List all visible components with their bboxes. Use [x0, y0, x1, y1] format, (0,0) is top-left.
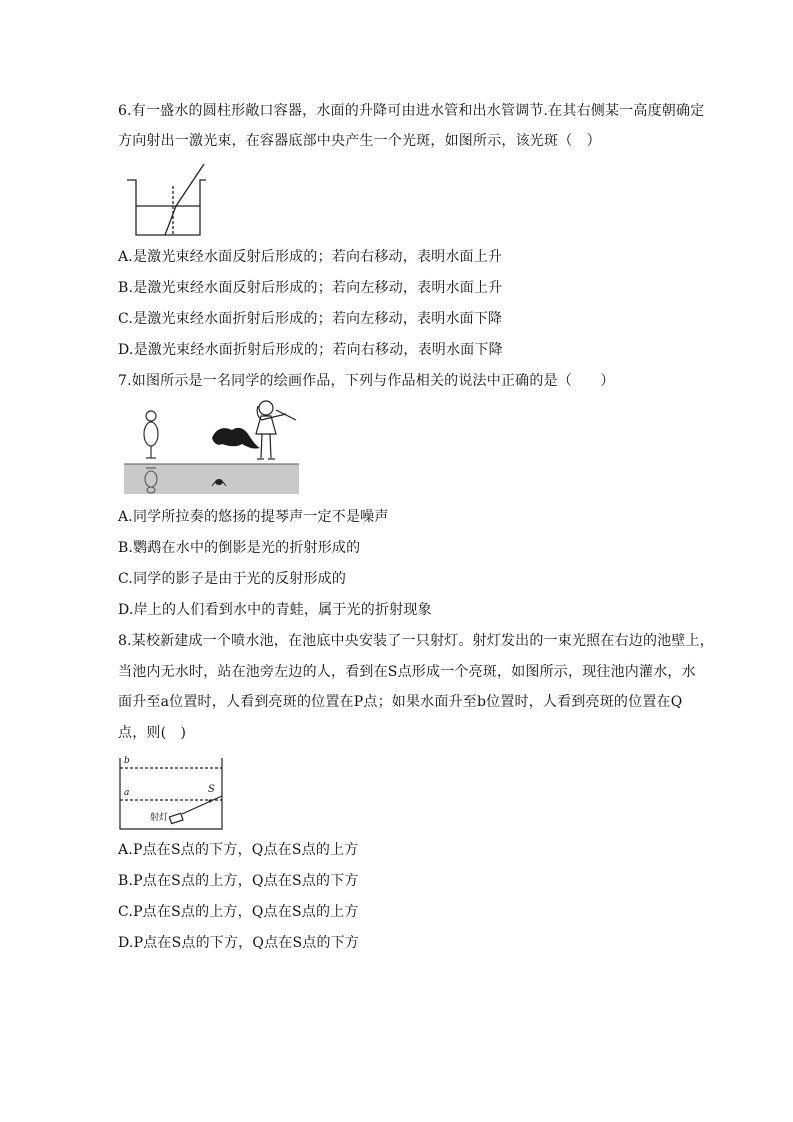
parrot: [144, 411, 158, 458]
q6-container-laser-figure: [124, 162, 210, 238]
q8-option-c: C.P点在S点的上方，Q点在S点的上方: [118, 904, 359, 920]
laser-beam-water: [165, 206, 176, 235]
q6-option-a: A.是激光束经水面反射后形成的；若向右移动，表明水面上升: [118, 249, 503, 265]
lamp-box: [169, 813, 183, 823]
q8-stem-line-3: 面升至a位置时，人看到亮斑的位置在P点；如果水面升至b位置时，人看到亮斑的位置在Q: [118, 694, 683, 710]
q7-painting-figure: [124, 398, 299, 494]
q6-option-b: B.是激光束经水面反射后形成的；若向左移动，表明水面上升: [118, 280, 503, 296]
q7-option-c: C.同学的影子是由于光的反射形成的: [118, 571, 347, 587]
pool-outline: [120, 758, 222, 829]
shadow-silhouette: [212, 428, 260, 449]
q8-option-d: D.P点在S点的下方，Q点在S点的下方: [118, 935, 360, 951]
label-b: b: [124, 756, 130, 766]
q8-option-a: A.P点在S点的下方，Q点在S点的上方: [118, 842, 359, 858]
q7-stem-line-1: 7.如图所示是一名同学的绘画作品，下列与作品相关的说法中正确的是（ ）: [118, 373, 615, 389]
q7-option-d: D.岸上的人们看到水中的青蛙，属于光的折射现象: [118, 602, 432, 618]
q8-stem-line-2: 当池内无水时，站在池旁左边的人，看到在S点形成一个亮斑，如图所示，现往池内灌水，水: [118, 664, 696, 680]
label-s: S: [208, 784, 215, 795]
container-outline: [127, 180, 206, 235]
q7-option-a: A.同学所拉奏的悠扬的提琴声一定不是噪声: [118, 509, 389, 525]
label-a: a: [124, 788, 130, 798]
q8-stem-line-4: 点，则( ): [118, 725, 187, 741]
point-s-marker: [209, 800, 212, 803]
q6-option-c: C.是激光束经水面折射后形成的；若向左移动，表明水面下降: [118, 311, 503, 327]
q8-option-b: B.P点在S点的上方，Q点在S点的下方: [118, 873, 359, 889]
q6-option-d: D.是激光束经水面折射后形成的；若向右移动，表明水面下降: [118, 342, 503, 358]
q7-option-b: B.鹦鹉在水中的倒影是光的折射形成的: [118, 540, 361, 556]
q6-stem-line-1: 6.有一盛水的圆柱形敞口容器，水面的升降可由进水管和出水管调节.在其右侧某一高度朝确定: [118, 103, 705, 119]
q6-stem-line-2: 方向射出一激光束，在容器底部中央产生一个光斑，如图所示，该光斑（ ）: [118, 133, 601, 149]
light-beam: [182, 796, 222, 814]
girl-violinist: [256, 401, 296, 459]
q8-stem-line-1: 8.某校新建成一个喷水池，在池底中央安装了一只射灯。射灯发出的一束光照在右边的池壁上，: [118, 633, 714, 649]
q8-fountain-figure: [118, 754, 226, 832]
label-lamp: 射灯: [150, 813, 169, 823]
